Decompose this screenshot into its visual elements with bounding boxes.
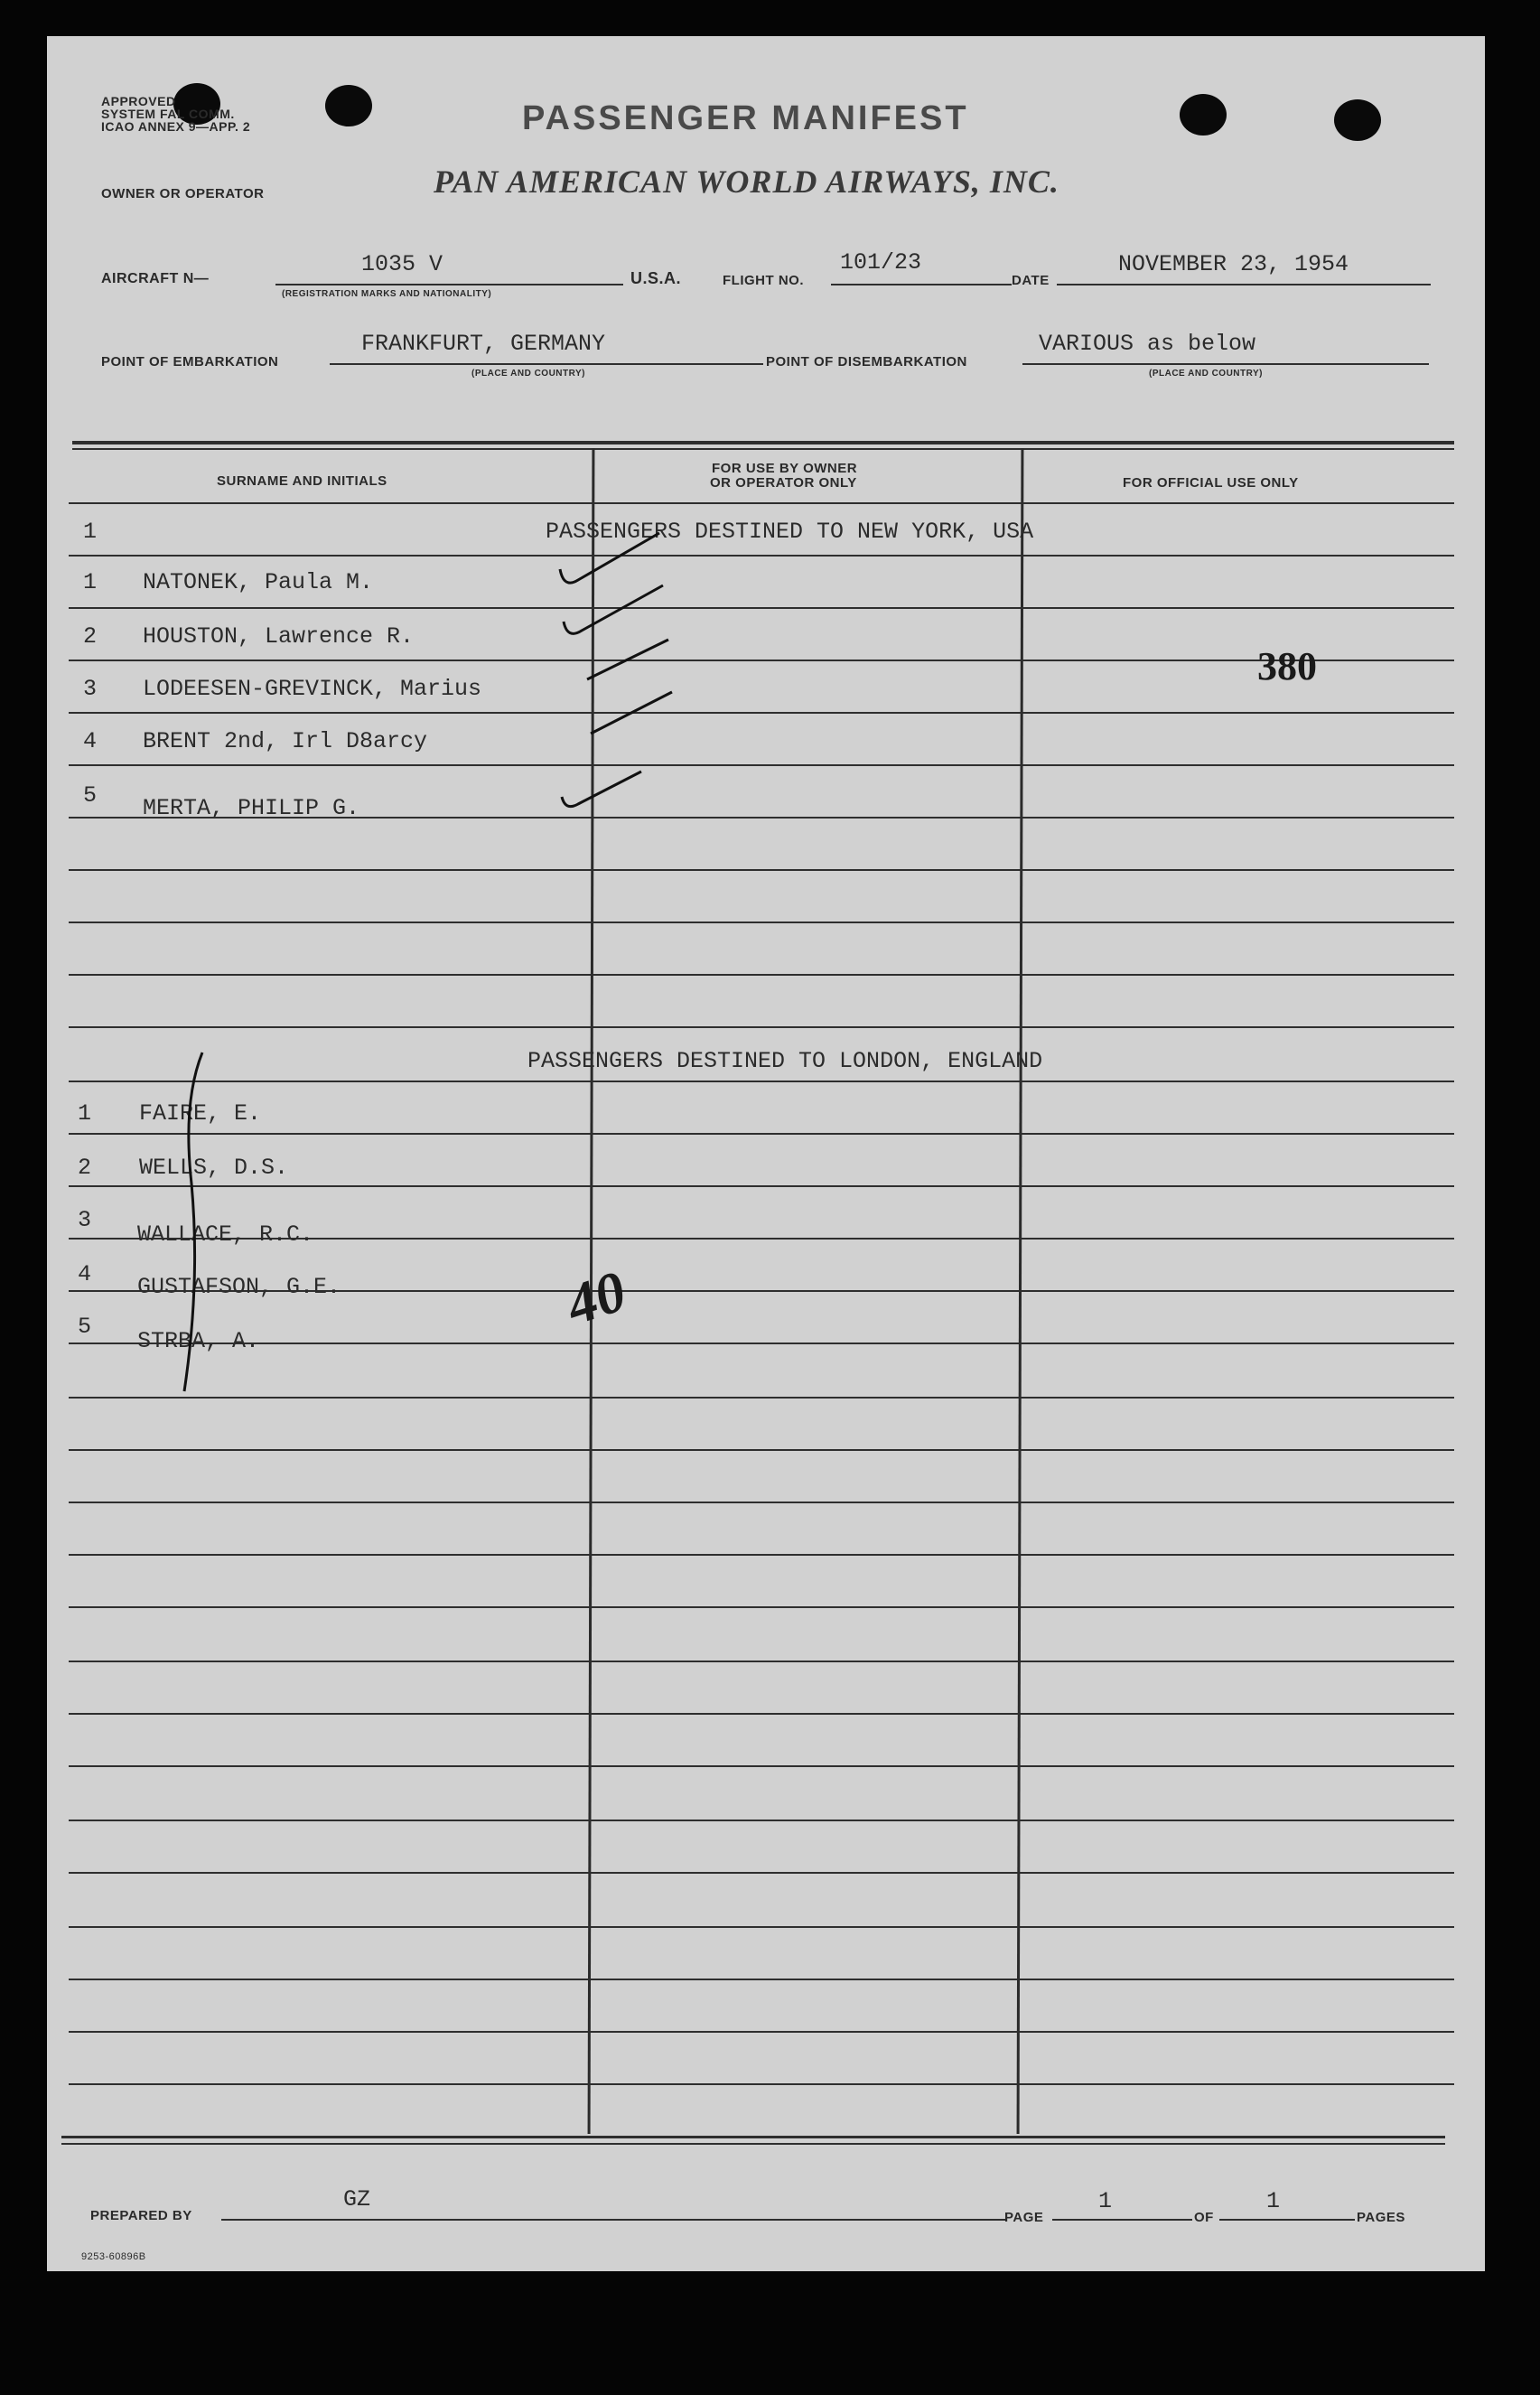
of-value: 1 [1266, 2188, 1281, 2214]
approval-line-1: APPROVED [101, 94, 176, 108]
col-official-header: FOR OFFICIAL USE ONLY [1123, 475, 1299, 491]
row-rule [69, 2031, 1454, 2033]
table-top-rule [72, 441, 1454, 444]
of-label: OF [1194, 2210, 1214, 2225]
row-rule [69, 1343, 1454, 1344]
row-rule [69, 1449, 1454, 1451]
row-number: 3 [78, 1207, 92, 1233]
prepared-value: GZ [343, 2186, 371, 2213]
check-mark-icon [560, 533, 659, 583]
disembark-label: POINT OF DISEMBARKATION [766, 354, 967, 370]
punch-hole [1334, 99, 1381, 141]
row-number: 5 [78, 1314, 92, 1340]
row-rule [69, 1872, 1454, 1874]
check-mark-icon [562, 772, 641, 807]
aircraft-underline [275, 284, 623, 285]
row-rule [69, 2083, 1454, 2085]
bracket-mark [172, 1048, 226, 1400]
flight-underline [831, 284, 1012, 285]
approval-line-3: ICAO ANNEX 9—APP. 2 [101, 119, 251, 134]
owner-value: PAN AMERICAN WORLD AIRWAYS, INC. [434, 164, 1059, 200]
row-rule [69, 1026, 1454, 1028]
embark-label: POINT OF EMBARKATION [101, 354, 279, 370]
prepared-label: PREPARED BY [90, 2208, 192, 2223]
date-underline [1057, 284, 1431, 285]
row-rule [69, 764, 1454, 766]
disembark-value: VARIOUS as below [1039, 331, 1256, 357]
row-number: 4 [78, 1261, 92, 1287]
passenger-name: BRENT 2nd, Irl D8arcy [143, 728, 428, 754]
row-number: 4 [83, 728, 98, 754]
passenger-name: STRBA, A. [137, 1328, 260, 1354]
embark-value: FRANKFURT, GERMANY [361, 331, 606, 357]
row-rule [69, 1185, 1454, 1187]
flight-label: FLIGHT NO. [723, 273, 804, 288]
passenger-name: NATONEK, Paula M. [143, 569, 374, 595]
row-rule [69, 1606, 1454, 1608]
row-number: 2 [78, 1155, 92, 1181]
punch-hole [1180, 94, 1227, 136]
row-rule [69, 1765, 1454, 1767]
row-rule [69, 1502, 1454, 1503]
aircraft-value: 1035 V [361, 251, 443, 277]
page-label: PAGE [1004, 2210, 1044, 2225]
row-number: 3 [83, 676, 98, 702]
row-rule [69, 502, 1454, 504]
row-number: 2 [83, 623, 98, 650]
row-rule [69, 555, 1454, 557]
check-mark-icon [591, 692, 672, 734]
stamp-number: 380 [1257, 644, 1317, 688]
col-owner-header-2: OR OPERATOR ONLY [710, 475, 857, 491]
row-rule [69, 607, 1454, 609]
row-number: 5 [83, 782, 98, 809]
row-rule [69, 712, 1454, 714]
hand-mark: 40 [558, 1258, 634, 1338]
row-rule [69, 660, 1454, 661]
row-rule [69, 1081, 1454, 1082]
passenger-name: FAIRE, E. [139, 1100, 262, 1127]
punch-hole [325, 85, 372, 126]
row-rule [69, 1713, 1454, 1715]
check-mark-icon [587, 640, 668, 679]
row-rule [69, 1554, 1454, 1556]
table-bottom-rule-2 [61, 2143, 1445, 2145]
row-number: 1 [83, 569, 98, 595]
table-bottom-rule [61, 2136, 1445, 2138]
row-number: 1 [78, 1100, 92, 1127]
approval-line-2: SYSTEM FAL COMM. [101, 107, 235, 121]
form-number: 9253-60896B [81, 2251, 146, 2262]
manifest-sheet [47, 36, 1485, 2271]
row-rule [69, 1979, 1454, 1980]
passenger-name: HOUSTON, Lawrence R. [143, 623, 415, 650]
date-value: NOVEMBER 23, 1954 [1118, 251, 1349, 277]
aircraft-sub: (REGISTRATION MARKS AND NATIONALITY) [282, 289, 492, 299]
form-title: PASSENGER MANIFEST [522, 99, 969, 137]
disembark-underline [1022, 363, 1429, 365]
row-rule [69, 1820, 1454, 1821]
page-underline [1052, 2219, 1192, 2221]
embark-sub: (PLACE AND COUNTRY) [471, 369, 585, 379]
row-rule [69, 869, 1454, 871]
group-heading-london: PASSENGERS DESTINED TO LONDON, ENGLAND [527, 1048, 1043, 1074]
of-underline [1219, 2219, 1355, 2221]
pages-label: PAGES [1357, 2210, 1405, 2225]
row-rule [69, 1397, 1454, 1399]
flight-value: 101/23 [840, 249, 922, 276]
row-rule [69, 1133, 1454, 1135]
passenger-name: MERTA, PHILIP G. [143, 795, 360, 821]
aircraft-label: AIRCRAFT N— [101, 271, 210, 286]
row-rule [69, 922, 1454, 923]
row-rule [69, 1926, 1454, 1928]
owner-label: OWNER OR OPERATOR [101, 186, 265, 201]
passenger-name: WALLACE, R.C. [137, 1221, 314, 1248]
row-rule [69, 1661, 1454, 1662]
col-owner-header-1: FOR USE BY OWNER [712, 461, 858, 476]
passenger-name: GUSTAFSON, G.E. [137, 1274, 341, 1300]
date-label: DATE [1012, 273, 1050, 288]
row-rule [69, 974, 1454, 976]
group-count: 1 [83, 519, 98, 545]
passenger-name: LODEESEN-GREVINCK, Marius [143, 676, 482, 702]
check-mark-icon [564, 585, 663, 633]
usa-label: U.S.A. [630, 269, 682, 287]
group-heading-new-york: PASSENGERS DESTINED TO NEW YORK, USA [546, 519, 1034, 545]
check-marks [542, 524, 677, 822]
col-surname-header: SURNAME AND INITIALS [217, 473, 387, 489]
prepared-underline [221, 2219, 1007, 2221]
page-value: 1 [1098, 2188, 1113, 2214]
passenger-name: WELLS, D.S. [139, 1155, 289, 1181]
table-top-rule-2 [72, 448, 1454, 450]
disembark-sub: (PLACE AND COUNTRY) [1149, 369, 1263, 379]
embark-underline [330, 363, 763, 365]
